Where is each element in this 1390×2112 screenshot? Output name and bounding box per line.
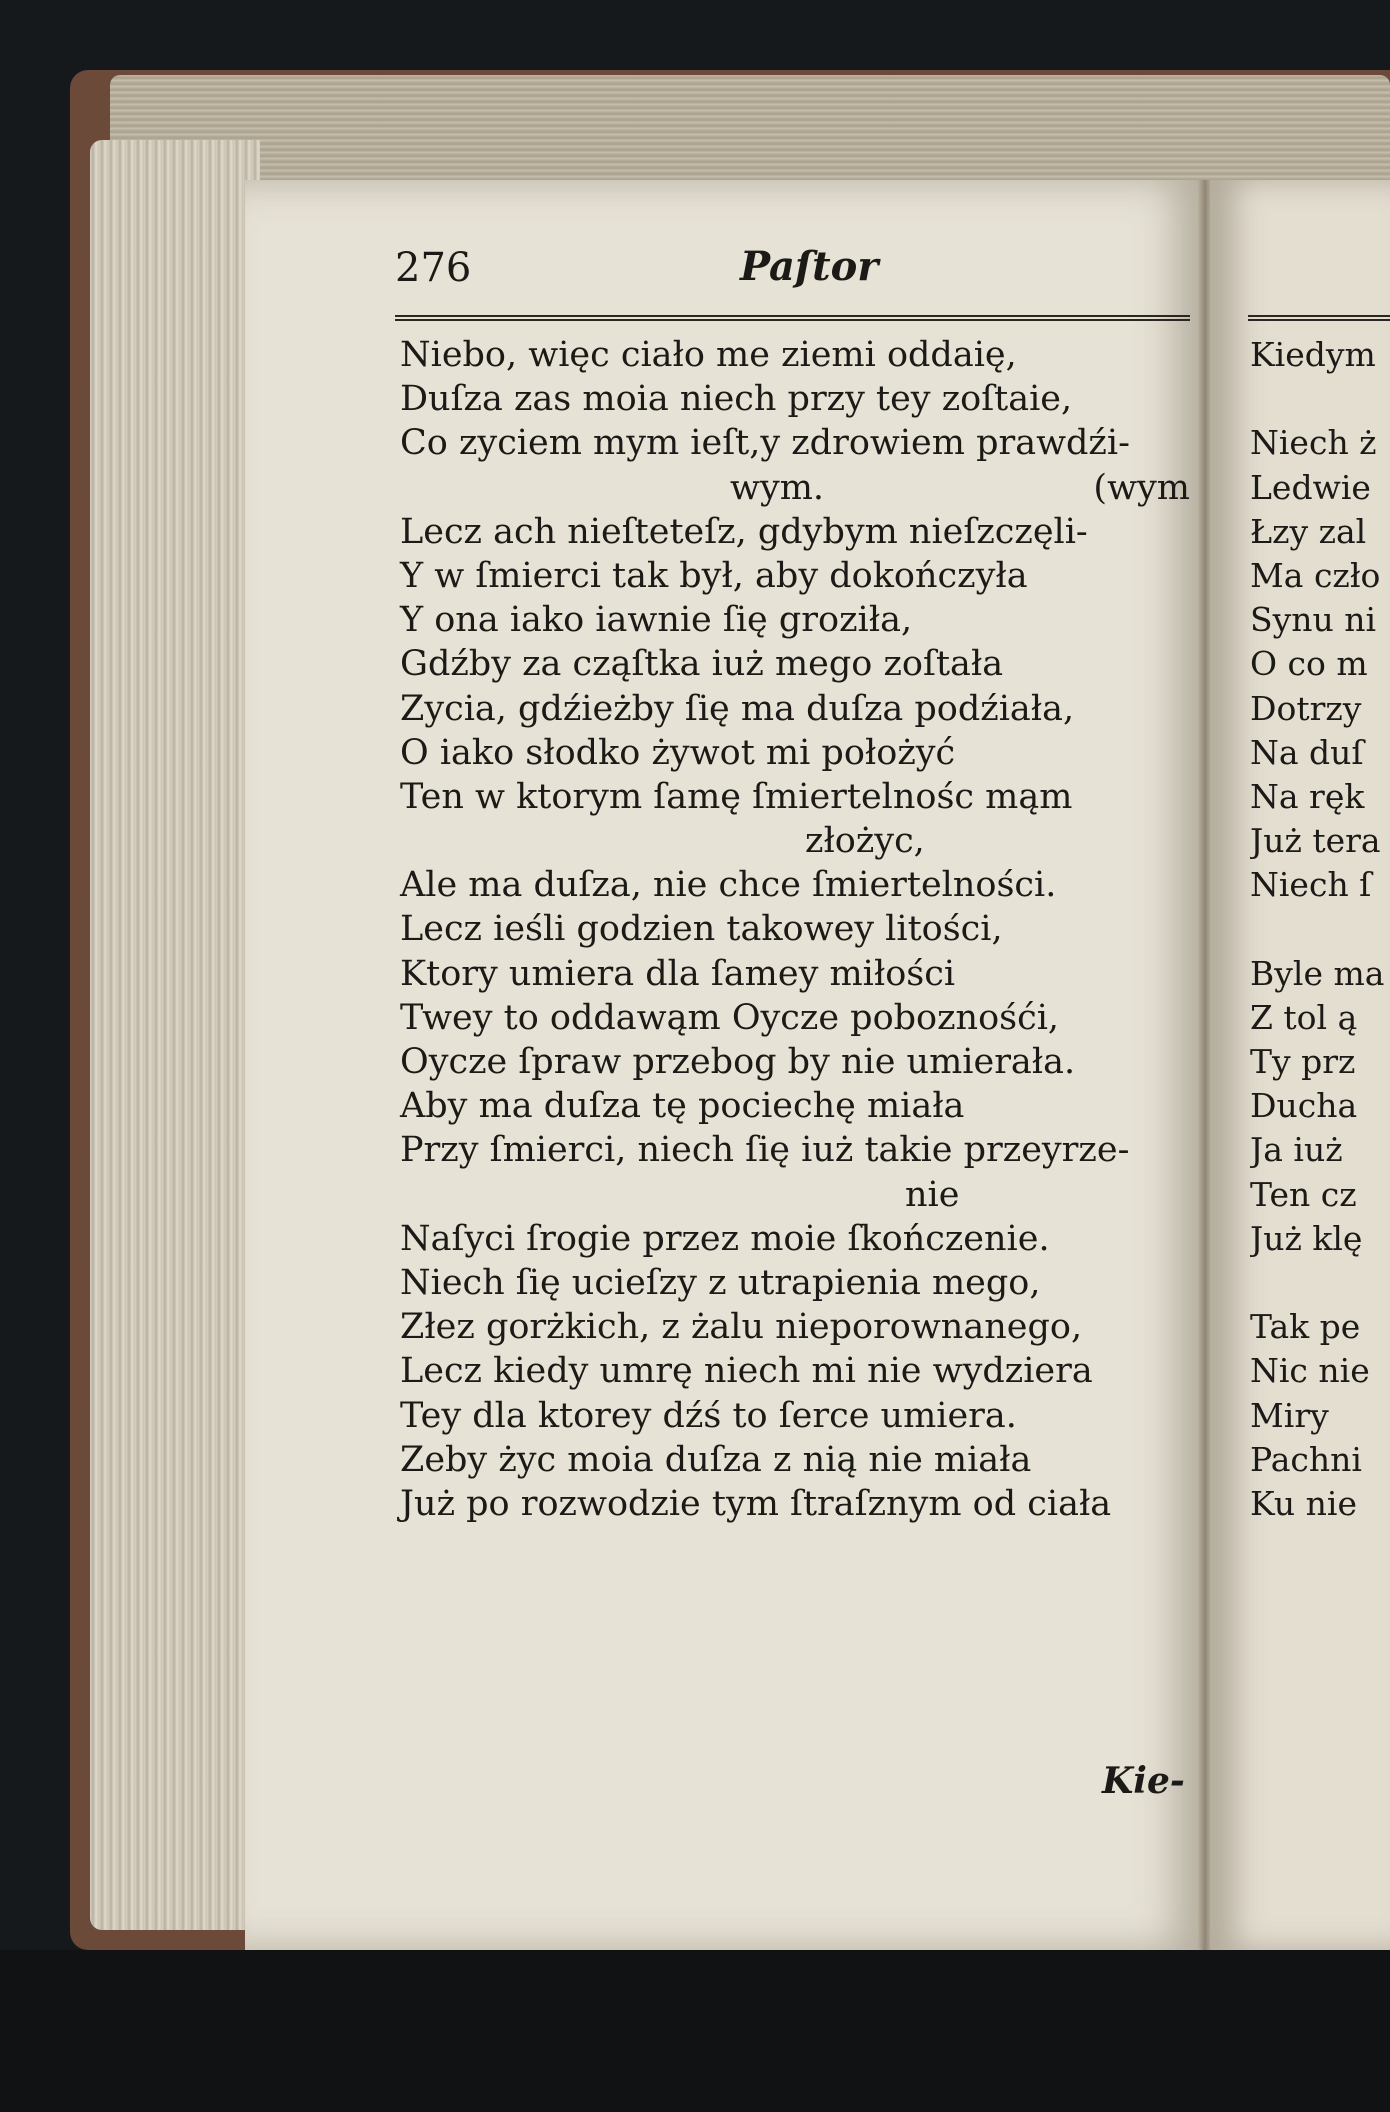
running-head: Paſtor	[740, 243, 879, 290]
verse-line-turnover: złożyc,	[805, 821, 925, 862]
facing-line: Synu ni	[1250, 600, 1377, 640]
facing-line: Ma czło	[1250, 555, 1381, 595]
verse-line: Lecz kiedy umrę niech mi nie wydziera	[400, 1351, 1093, 1392]
facing-line	[1250, 907, 1390, 951]
facing-line	[1250, 377, 1390, 421]
facing-line: Niech ſ	[1250, 865, 1372, 905]
header-rule	[395, 315, 1190, 321]
verse-line: Y ona iako iawnie ſię groziła,	[400, 600, 913, 641]
verse-line: Niebo, więc ciało me ziemi oddaię,	[400, 335, 1017, 375]
page-number: 276	[395, 245, 472, 291]
turnover-aside: (wym	[1093, 467, 1190, 508]
background-bottom	[0, 1950, 1390, 2112]
verse-line: Gdźby za cząſtka iuż mego zoſtała	[400, 644, 1004, 685]
verse-line: Zycia, gdźieżby ſię ma duſza podźiała,	[400, 688, 1075, 729]
page-block-side-edge	[90, 140, 260, 1930]
facing-line: Nic nie	[1250, 1351, 1370, 1391]
facing-line: Na duſ	[1250, 732, 1364, 772]
facing-line: Niech ż	[1250, 423, 1377, 463]
verse-line: Y w ſmierci tak był, aby dokończyła	[400, 555, 1028, 596]
verse-text	[400, 333, 1200, 1526]
facing-page-header-rule	[1248, 315, 1390, 321]
facing-line: O co m	[1250, 644, 1368, 684]
verse-line: Już po rozwodzie tym ſtraſznym od ciała	[400, 1483, 1112, 1524]
facing-line: Byle ma	[1250, 953, 1385, 993]
facing-line: Ja iuż	[1250, 1130, 1343, 1170]
verse-line: Twey to oddawąm Oycze poboznośći,	[400, 997, 1060, 1038]
facing-line: Już tera	[1250, 821, 1381, 861]
facing-line: Na ręk	[1250, 776, 1365, 816]
verse-line: Lecz ach nieſteteſz, gdybym nieſzczęli-	[400, 511, 1088, 552]
verse-line: Ktory umiera dla ſamey miłości	[400, 953, 956, 994]
facing-line: Łzy zal	[1250, 511, 1367, 551]
facing-line: Ledwie	[1250, 467, 1371, 507]
facing-line: Tak pe	[1250, 1307, 1361, 1347]
verse-line: Aby ma duſza tę pociechę miała	[400, 1086, 965, 1127]
verse-line: Złez gorżkich, z żalu nieporownanego,	[400, 1307, 1083, 1348]
facing-line: Kiedym	[1250, 335, 1376, 374]
verse-line: O iako słodko żywot mi położyć	[400, 732, 956, 773]
facing-line	[1250, 1261, 1390, 1305]
verse-line: Co zyciem mym ieſt,y zdrowiem prawdźi-	[400, 423, 1130, 464]
verse-line-turnover: wym. (wym	[400, 466, 1200, 510]
page-block-top-edge	[110, 75, 1390, 185]
facing-line: Dotrzy	[1250, 688, 1362, 728]
facing-line: Ty prz	[1250, 1042, 1356, 1081]
verse-line: Ten w ktorym ſamę ſmiertelnośc mąm	[400, 776, 1073, 817]
catchword: Kie-	[1102, 1760, 1185, 1802]
facing-page-text	[1250, 333, 1390, 1526]
facing-line: Ten cz	[1250, 1174, 1357, 1214]
verse-line: Tey dla ktorey dźś to ſerce umiera.	[400, 1395, 1017, 1436]
verse-line: Lecz ieśli godzien takowey litości,	[400, 909, 1003, 950]
verse-line-turnover: nie	[905, 1174, 960, 1215]
facing-line: Pachni	[1250, 1439, 1362, 1479]
facing-line: Ducha	[1250, 1086, 1358, 1126]
facing-line: Miry	[1250, 1395, 1329, 1435]
verse-line: Duſza zas moia niech przy tey zoſtaie,	[400, 379, 1073, 420]
facing-line: Z tol ą	[1250, 997, 1358, 1037]
verse-line: Niech ſię ucieſzy z utrapienia mego,	[400, 1262, 1041, 1303]
facing-line: Ku nie	[1250, 1483, 1358, 1523]
verse-line: Oycze ſpraw przebog by nie umierała.	[400, 1042, 1076, 1082]
verse-line: Ale ma duſza, nie chce ſmiertelności.	[400, 865, 1057, 906]
verse-line: Zeby życ moia duſza z nią nie miała	[400, 1439, 1032, 1480]
facing-line: Już klę	[1250, 1218, 1363, 1258]
verse-line: Naſyci ſrogie przez moie ſkończenie.	[400, 1218, 1050, 1259]
verse-line: Przy ſmierci, niech ſię iuż takie przeyrze-	[400, 1130, 1130, 1171]
